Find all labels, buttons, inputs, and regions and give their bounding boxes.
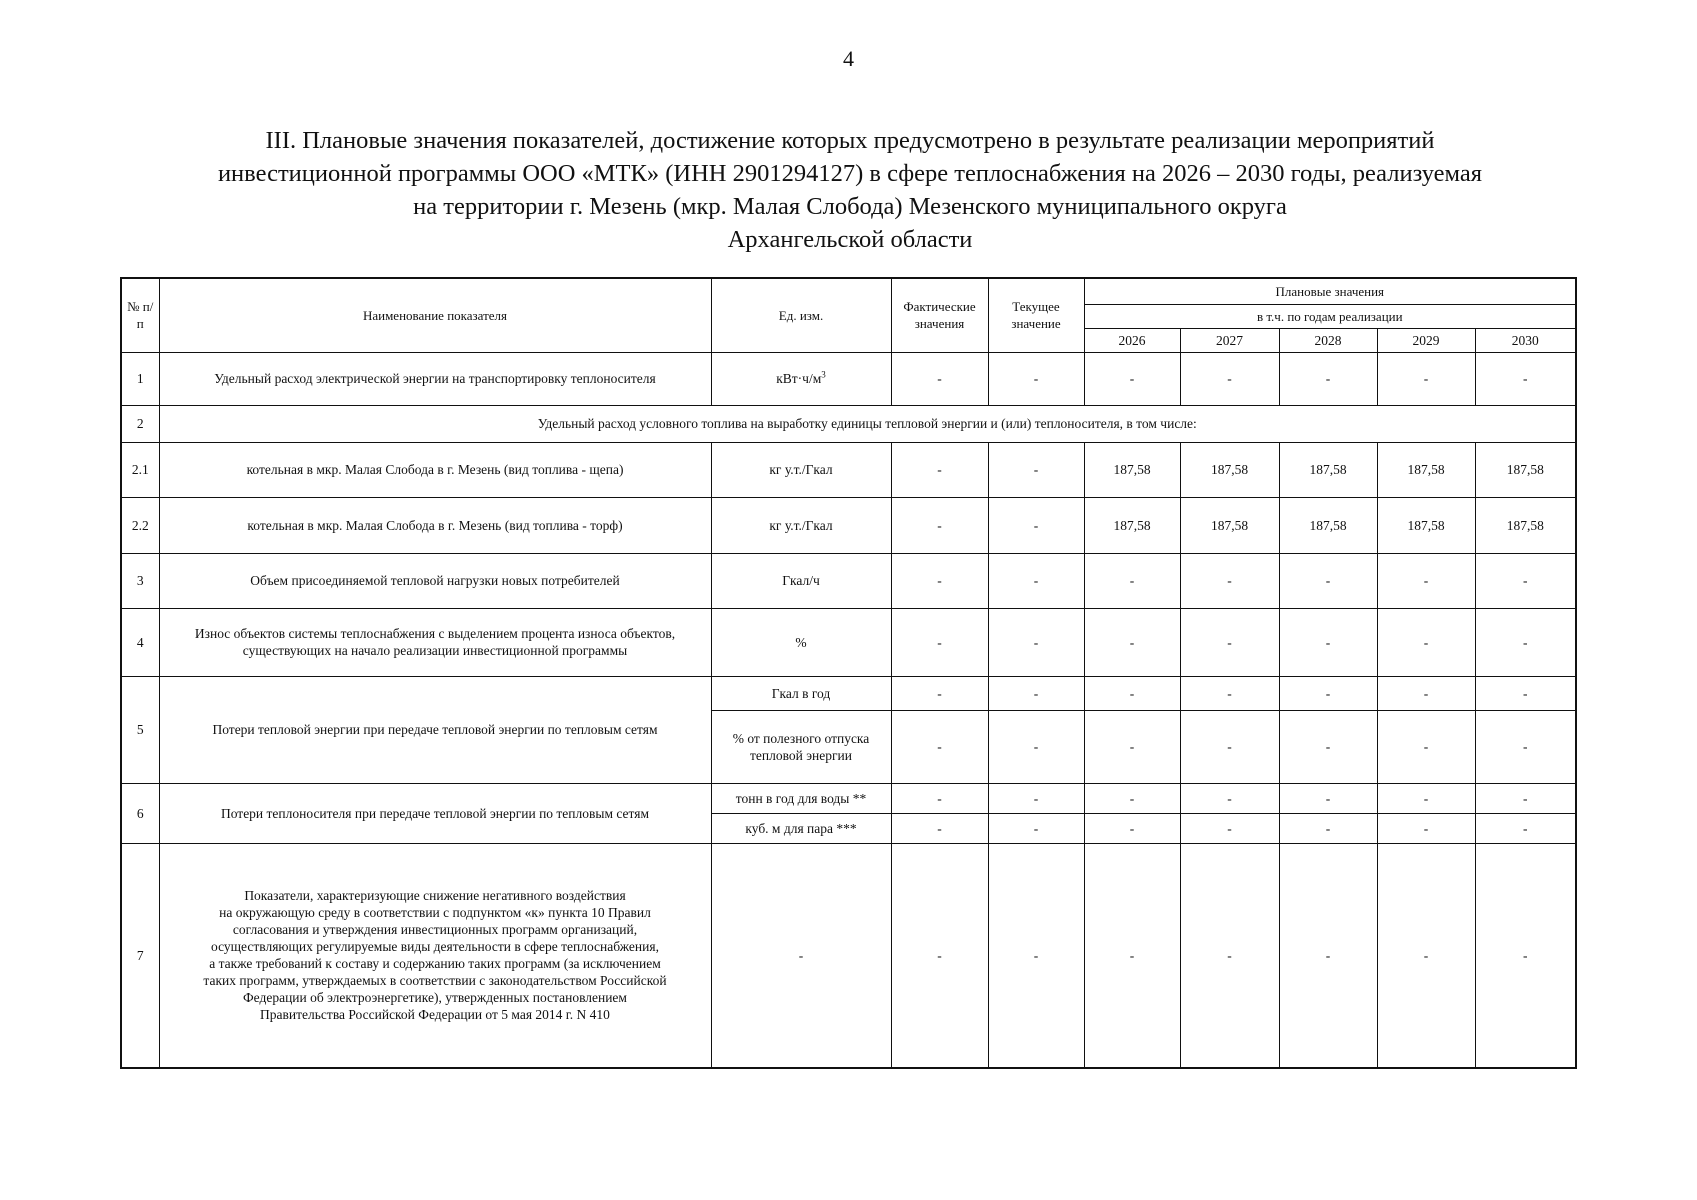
- row-value: -: [1279, 676, 1377, 710]
- header-year: 2027: [1180, 328, 1279, 352]
- row-current: -: [988, 442, 1084, 497]
- row-unit: Гкал в год: [711, 676, 891, 710]
- row-value: -: [1377, 710, 1475, 783]
- table-row: [121, 843, 1576, 1068]
- row-value: -: [1180, 553, 1279, 608]
- header-planned: Плановые значения: [1084, 278, 1576, 304]
- row-value: -: [1084, 843, 1180, 1068]
- row-current: -: [988, 813, 1084, 843]
- row-name-line: согласования и утверждения инвестиционных программ организаций,: [232, 922, 638, 938]
- row-num: 2.1: [121, 442, 159, 497]
- row-value: -: [1475, 608, 1576, 676]
- row-value: -: [1084, 352, 1180, 405]
- table-row: [121, 497, 1576, 553]
- row-value: -: [1084, 676, 1180, 710]
- row-current: -: [988, 497, 1084, 553]
- row-current: -: [988, 553, 1084, 608]
- row-name: Объем присоединяемой тепловой нагрузки новых потребителей: [159, 553, 711, 608]
- header-by-years: в т.ч. по годам реализации: [1084, 304, 1576, 328]
- row-value: -: [1475, 676, 1576, 710]
- row-value: -: [1475, 710, 1576, 783]
- header-name: Наименование показателя: [159, 278, 711, 352]
- row-fact: -: [891, 352, 988, 405]
- row-value: -: [1377, 843, 1475, 1068]
- row-name: Потери тепловой энергии при передаче тепловой энергии по тепловым сетям: [159, 676, 711, 783]
- row-unit: $кВт\cdot ч/м^3$: [711, 352, 891, 405]
- row-fact: -: [891, 442, 988, 497]
- row-current: -: [988, 608, 1084, 676]
- row-value: -: [1475, 843, 1576, 1068]
- row-fact: -: [891, 608, 988, 676]
- row-unit: %: [711, 608, 891, 676]
- row-value: -: [1084, 710, 1180, 783]
- row-fact: -: [891, 710, 988, 783]
- row-name-line: Федерации об электроэнергетике), утвержденных постановлением: [243, 990, 627, 1006]
- row-value: -: [1180, 608, 1279, 676]
- row-name-line: на окружающую среду в соответствии с подпунктом «к» пункта 10 Правил: [219, 905, 651, 921]
- header-unit: Ед. изм.: [711, 278, 891, 352]
- row-num: 3: [121, 553, 159, 608]
- title-line: III. Плановые значения показателей, достижение которых предусмотрено в результате реализации мероприятий: [265, 127, 1435, 154]
- row-fact: -: [891, 843, 988, 1068]
- table-row: [121, 442, 1576, 497]
- row-value: 187,58: [1377, 497, 1475, 553]
- row-value: -: [1180, 710, 1279, 783]
- row-num: 1: [121, 352, 159, 405]
- indicators-table: [120, 277, 1577, 1069]
- row-fact: -: [891, 497, 988, 553]
- row-unit: кг у.т./Гкал: [711, 442, 891, 497]
- row-value: -: [1475, 553, 1576, 608]
- row-value: 187,58: [1377, 442, 1475, 497]
- row-value: -: [1180, 843, 1279, 1068]
- row-value: -: [1377, 553, 1475, 608]
- row-value: -: [1279, 352, 1377, 405]
- row-name: Износ объектов системы теплоснабжения с выделением процента износа объектов, существующих на начало реализации инвестиционной программы: [159, 608, 711, 676]
- row-value: -: [1279, 813, 1377, 843]
- row-current: -: [988, 710, 1084, 783]
- row-unit: тонн в год для воды **: [711, 783, 891, 813]
- row-num: 4: [121, 608, 159, 676]
- row-value: 187,58: [1279, 442, 1377, 497]
- row-name: котельная в мкр. Малая Слобода в г. Мезень (вид топлива - торф): [159, 497, 711, 553]
- title-line: на территории г. Мезень (мкр. Малая Слобода) Мезенского муниципального округа: [413, 193, 1287, 220]
- table-row: [121, 352, 1576, 405]
- row-fact: -: [891, 813, 988, 843]
- row-current: -: [988, 352, 1084, 405]
- page-number: 4: [843, 46, 854, 71]
- header-current: Текущее значение: [988, 278, 1084, 352]
- row-value: 187,58: [1475, 442, 1576, 497]
- row-current: -: [988, 843, 1084, 1068]
- title-line: инвестиционной программы ООО «МТК» (ИНН 2901294127) в сфере теплоснабжения на 2026 – 2030 годы, реализуемая: [217, 160, 1483, 187]
- row-value: 187,58: [1084, 497, 1180, 553]
- table-row: [121, 676, 1576, 710]
- row-value: 187,58: [1180, 442, 1279, 497]
- row-name: Удельный расход электрической энергии на транспортировку теплоносителя: [159, 352, 711, 405]
- row-value: -: [1475, 352, 1576, 405]
- header-num: № п/п: [121, 278, 159, 352]
- row-fact: -: [891, 553, 988, 608]
- row-value: -: [1475, 783, 1576, 813]
- row-value: -: [1377, 676, 1475, 710]
- row-name-line: Показатели, характеризующие снижение негативного воздействия: [244, 888, 626, 904]
- row-value: 187,58: [1084, 442, 1180, 497]
- row-name-line: а также требований к составу и содержанию таких программ (за исключением: [209, 956, 661, 972]
- row-value: -: [1475, 813, 1576, 843]
- row-num: 6: [121, 783, 159, 843]
- row-name: котельная в мкр. Малая Слобода в г. Мезень (вид топлива - щепа): [159, 442, 711, 497]
- row-unit: кг у.т./Гкал: [711, 497, 891, 553]
- row-value: -: [1180, 813, 1279, 843]
- row-value: -: [1180, 783, 1279, 813]
- row-name: Удельный расход условного топлива на выработку единицы тепловой энергии и (или) теплоносителя, в том числе:: [159, 405, 1576, 442]
- row-value: -: [1377, 783, 1475, 813]
- row-num: 2: [121, 405, 159, 442]
- row-value: 187,58: [1475, 497, 1576, 553]
- header-year: 2029: [1377, 328, 1475, 352]
- header-year: 2030: [1475, 328, 1576, 352]
- row-value: -: [1084, 553, 1180, 608]
- row-value: -: [1084, 783, 1180, 813]
- row-name: Потери теплоносителя при передаче тепловой энергии по тепловым сетям: [159, 783, 711, 843]
- row-num: 5: [121, 676, 159, 783]
- row-value: -: [1377, 813, 1475, 843]
- row-value: -: [1279, 553, 1377, 608]
- row-name-line: таких программ, утверждаемых в соответствии с законодательством Российской: [203, 973, 667, 989]
- row-value: -: [1279, 843, 1377, 1068]
- row-value: -: [1180, 676, 1279, 710]
- table-row: [121, 553, 1576, 608]
- row-value: -: [1377, 352, 1475, 405]
- row-value: -: [1279, 608, 1377, 676]
- table-row: [121, 608, 1576, 676]
- table-row: [121, 405, 1576, 442]
- row-current: -: [988, 783, 1084, 813]
- row-fact: -: [891, 676, 988, 710]
- row-value: -: [1180, 352, 1279, 405]
- row-value: -: [1279, 783, 1377, 813]
- row-value: 187,58: [1180, 497, 1279, 553]
- row-current: -: [988, 676, 1084, 710]
- row-value: -: [1084, 813, 1180, 843]
- row-name: [159, 843, 711, 1068]
- row-value: -: [1084, 608, 1180, 676]
- document-title: [120, 124, 1580, 256]
- row-unit: куб. м для пара ***: [711, 813, 891, 843]
- row-name-line: Правительства Российской Федерации от 5 мая 2014 г. N 410: [260, 1007, 610, 1023]
- row-value: -: [1377, 608, 1475, 676]
- row-unit: % от полезного отпуска тепловой энергии: [711, 710, 891, 783]
- header-year: 2028: [1279, 328, 1377, 352]
- row-fact: -: [891, 783, 988, 813]
- row-unit: -: [711, 843, 891, 1068]
- row-value: -: [1279, 710, 1377, 783]
- row-num: 2.2: [121, 497, 159, 553]
- header-fact: Фактические значения: [891, 278, 988, 352]
- header-year: 2026: [1084, 328, 1180, 352]
- row-num: 7: [121, 843, 159, 1068]
- row-name-line: осуществляющих регулируемые виды деятельности в сфере теплоснабжения,: [211, 939, 659, 955]
- row-value: 187,58: [1279, 497, 1377, 553]
- title-line: Архангельской области: [727, 226, 973, 253]
- table-row: [121, 783, 1576, 813]
- row-unit: Гкал/ч: [711, 553, 891, 608]
